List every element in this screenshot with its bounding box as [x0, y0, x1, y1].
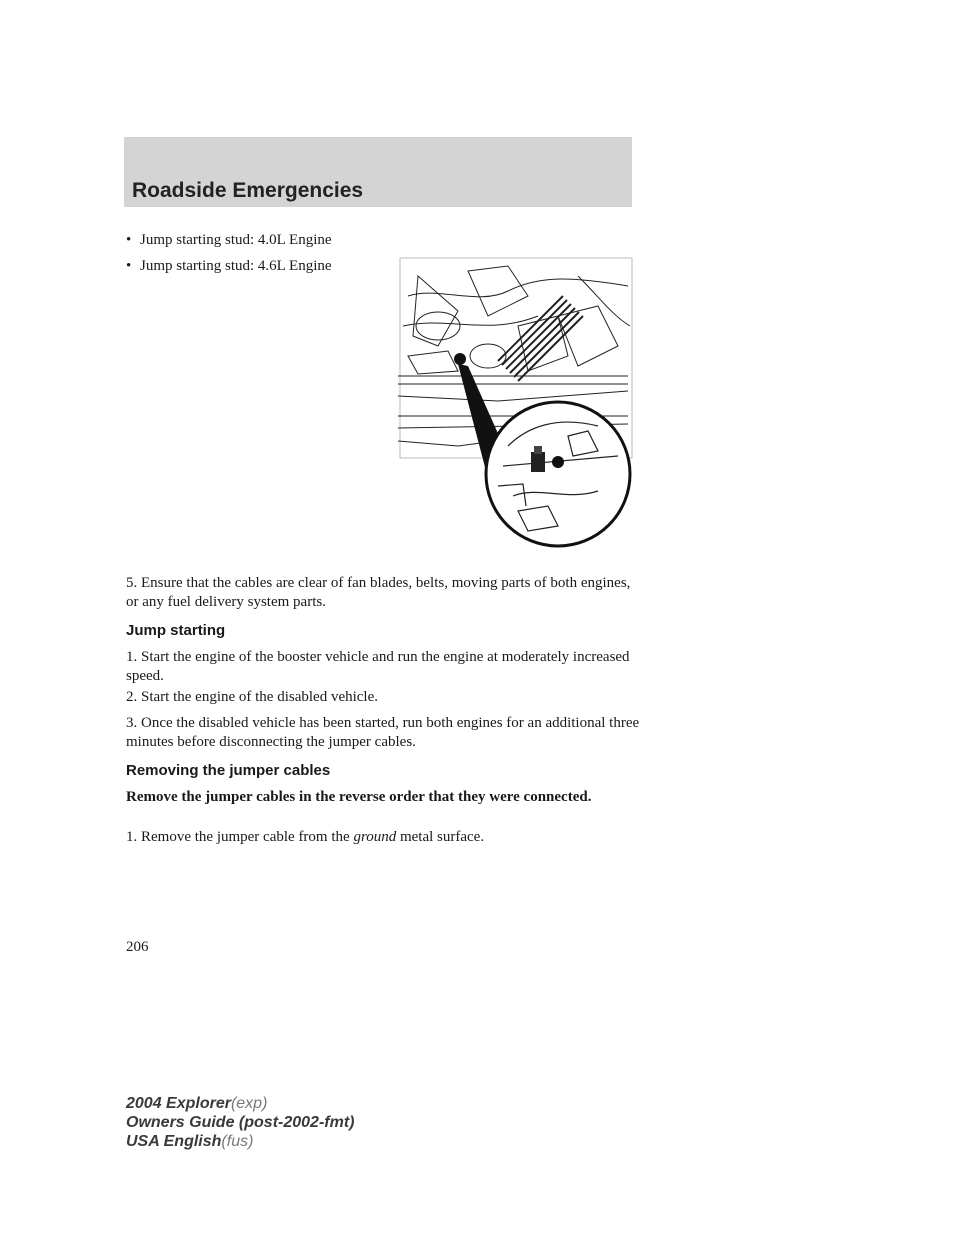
- remove-step-1-emphasis: ground: [353, 829, 397, 845]
- footer-language: USA English: [126, 1133, 222, 1150]
- footer-line-3: [126, 1132, 354, 1151]
- section-title: Roadside Emergencies: [132, 179, 364, 202]
- footer-line-2: Owners Guide (post-2002-fmt): [126, 1114, 355, 1131]
- engine-jump-stud-illustration: [398, 256, 634, 556]
- bullet-item: [126, 256, 332, 276]
- remove-step-1-suffix: metal surface.: [399, 829, 485, 845]
- bullet-icon: •: [126, 232, 132, 248]
- document-footer: [126, 1094, 354, 1151]
- bullet-text: Jump starting stud: 4.0L Engine: [140, 232, 332, 248]
- jump-step-1-text: 1. Start the engine of the booster vehicle and run the engine at moderately increased speed.: [126, 649, 630, 684]
- footer-model-code: (exp): [230, 1095, 268, 1112]
- footer-model: 2004 Explorer: [126, 1095, 231, 1112]
- section-header: [124, 137, 632, 207]
- bullet-icon: •: [126, 258, 132, 274]
- bullet-text: Jump starting stud: 4.6L Engine: [140, 258, 332, 274]
- jump-step-3-text: 3. Once the disabled vehicle has been started, run both engines for an additional three minutes before disconnecting the jumper cables.: [126, 715, 640, 750]
- remove-step-1-prefix: 1. Remove the jumper cable from the: [126, 829, 350, 845]
- footer-line-1: [126, 1094, 354, 1113]
- bullet-item: [126, 230, 332, 250]
- remove-step-1-text: [126, 828, 646, 847]
- jump-starting-heading: Jump starting: [126, 622, 226, 639]
- footer-language-code: (fus): [221, 1133, 254, 1150]
- jump-step-2-text: 2. Start the engine of the disabled vehicle.: [126, 689, 379, 705]
- step-5-text: 5. Ensure that the cables are clear of fan blades, belts, moving parts of both engines, or any fuel delivery system parts.: [126, 575, 631, 610]
- removing-cables-heading: Removing the jumper cables: [126, 762, 331, 779]
- removal-warning-text: Remove the jumper cables in the reverse order that they were connected.: [126, 789, 592, 805]
- page-number: 206: [126, 939, 149, 955]
